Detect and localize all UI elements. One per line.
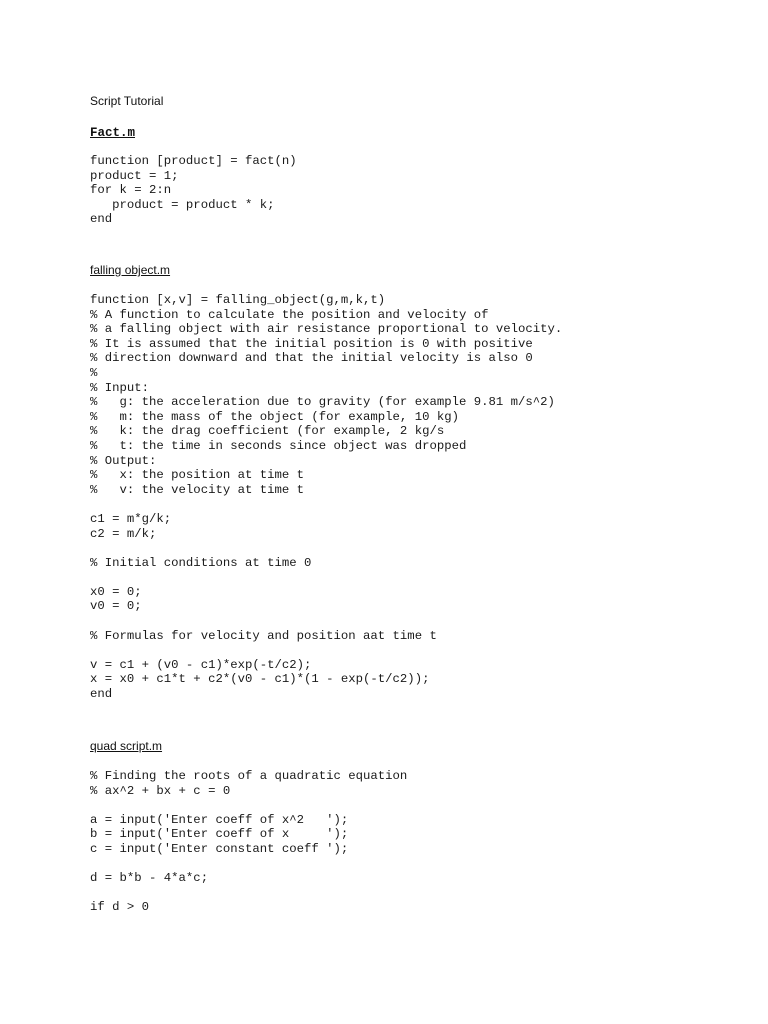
section-heading-quad-script: quad script.m bbox=[90, 739, 163, 753]
code-block-falling-object: function [x,v] = falling_object(g,m,k,t) % A function to calculate the position and velocity of % a falling object with air resistance proportional to velocity. % It is assumed that the initial position is 0 with positive % direction downward and that the initial velocity is also 0 % % Input: % g: the acceleration due to gravity (for example 9.81 m/s^2) % m: the mass of the object (for example, 10 kg) % k: the drag coefficient (for example, 2 kg/s % t: the time in seconds since object was dropped % Output: % x: the position at time t % v: the velocity at time t c1 = m*g/k; c2 = m/k; % Initial conditions at time 0 x0 = 0; v0 = 0; % Formulas for velocity and position aat time t v = c1 + (v0 - c1)*exp(-t/c2); x = x0 + c1*t + c2*(v0 - c1)*(1 - exp(-t/c2)); end bbox=[90, 293, 563, 702]
document-title: Script Tutorial bbox=[90, 94, 164, 108]
section-heading-fact: Fact.m bbox=[90, 126, 136, 140]
code-block-fact: function [product] = fact(n) product = 1; for k = 2:n product = product * k; end bbox=[90, 154, 297, 227]
section-heading-falling-object: falling object.m bbox=[90, 263, 171, 277]
code-block-quad-script: % Finding the roots of a quadratic equation % ax^2 + bx + c = 0 a = input('Enter coeff of x^2 '); b = input('Enter coeff of x '); c = input('Enter constant coeff '); d = b*b - 4*a*c; if d > 0 bbox=[90, 769, 408, 915]
